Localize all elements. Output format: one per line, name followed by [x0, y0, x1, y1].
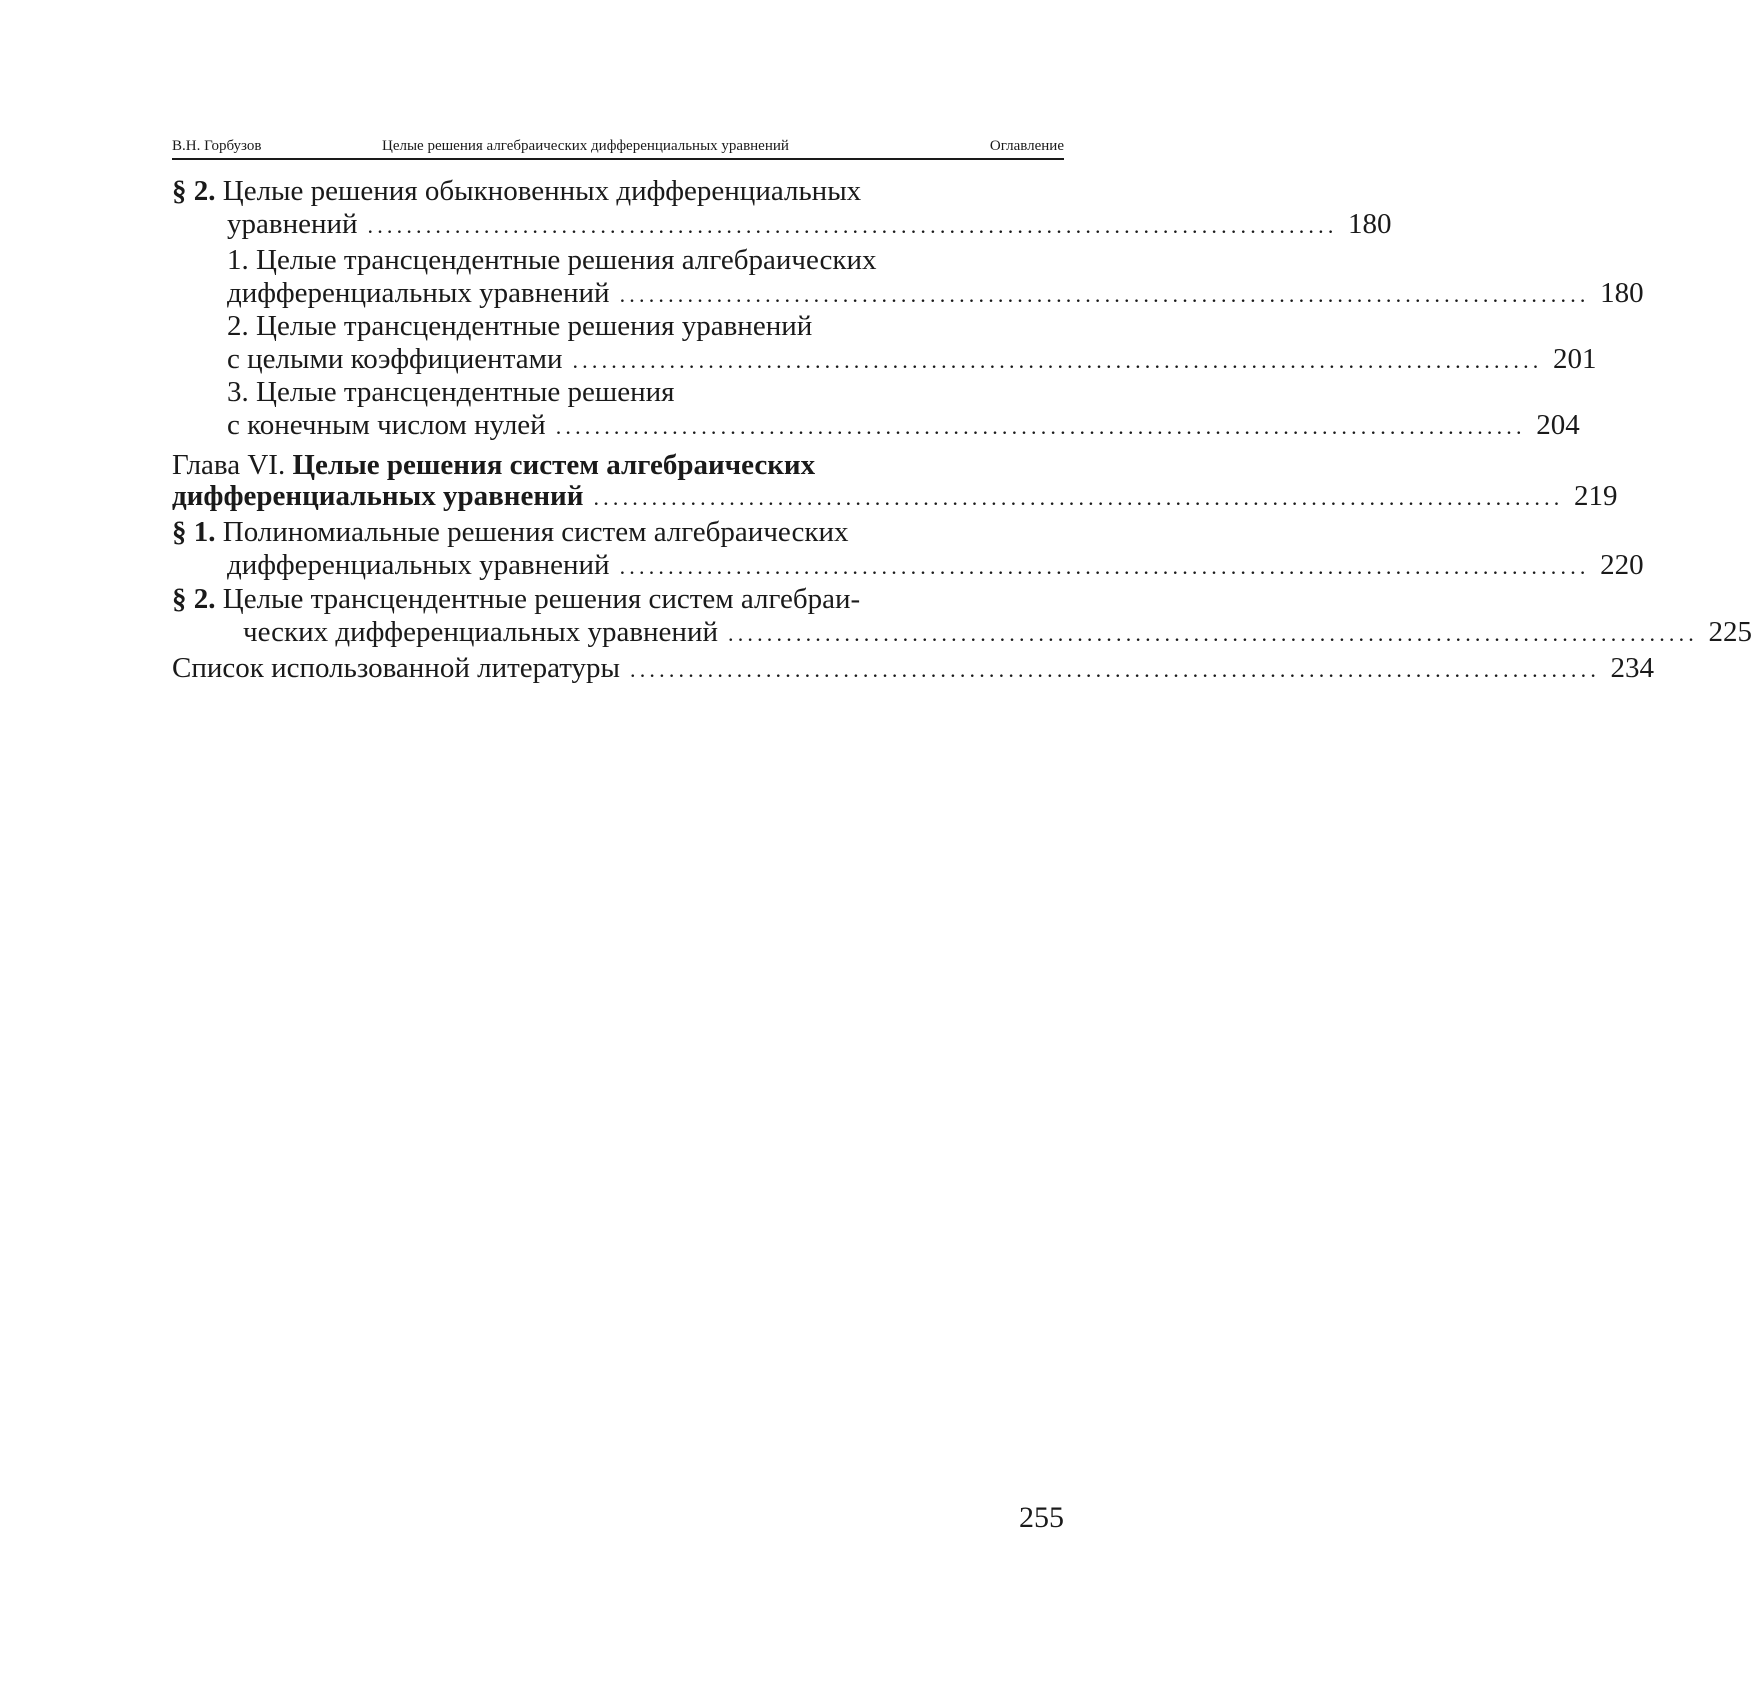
toc-entry-title-cont: дифференциальных уравнений	[227, 549, 610, 581]
toc-page-number: 234	[1610, 652, 1655, 684]
toc-entry-title-cont: уравнений	[227, 208, 358, 240]
dot-leader: ....................................................................................................	[630, 657, 1601, 682]
toc-entry-line	[172, 208, 1392, 241]
toc-entry-line	[172, 450, 1064, 481]
toc-entry-title: 3. Целые трансцендентные решения	[227, 376, 675, 408]
toc-entry-title: Список использованной литературы	[172, 652, 621, 684]
toc-entry-subsection-1[interactable]	[172, 244, 1644, 310]
dot-leader: ....................................................................................................	[367, 213, 1338, 238]
toc-entry-prefix: § 2.	[172, 175, 216, 207]
toc-entry-prefix: § 1.	[172, 516, 216, 548]
toc-entry-title-cont: ческих дифференциальных уравнений	[243, 616, 718, 648]
toc-entry-line	[227, 244, 1064, 277]
toc-page-number: 180	[1600, 277, 1644, 309]
running-header	[172, 134, 1064, 160]
toc-entry-line	[172, 652, 1655, 685]
toc-entry-chapter-6[interactable]	[172, 449, 1618, 512]
toc-entry-references[interactable]	[172, 652, 1655, 685]
toc-entry-prefix: Глава VI.	[172, 449, 286, 481]
toc-entry-title: Целые решения систем алгебраических	[285, 449, 816, 481]
toc-page-number: 204	[1536, 409, 1580, 441]
toc-entry-title: Полиномиальные решения систем алгебраических	[215, 516, 849, 548]
toc-page-number: 219	[1573, 480, 1618, 512]
dot-leader: ....................................................................................................	[593, 485, 1564, 510]
toc-entry-title-cont: дифференциальных уравнений	[227, 277, 610, 309]
toc-entry-line	[227, 409, 1580, 442]
toc-entry-prefix: § 2.	[172, 583, 216, 615]
toc-entry-title: Целые трансцендентные решения систем алгебраи-	[215, 583, 861, 615]
toc-page-number: 180	[1348, 208, 1392, 240]
toc-entry-title: 2. Целые трансцендентные решения уравнений	[227, 310, 813, 342]
toc-entry-line	[227, 310, 1064, 343]
toc-entry-line	[172, 516, 1064, 549]
toc-entry-line	[227, 343, 1597, 376]
toc-entry-line	[227, 277, 1644, 310]
toc-entry-subsection-3[interactable]	[172, 376, 1580, 442]
dot-leader: ....................................................................................................	[572, 348, 1543, 373]
header-section: Оглавление	[989, 138, 1064, 154]
header-author: В.Н. Горбузов	[172, 138, 262, 154]
toc-entry-title: 1. Целые трансцендентные решения алгебраических	[227, 244, 877, 276]
toc-entry-chapter-6-section-2[interactable]	[172, 583, 1752, 649]
toc-entry-line	[172, 583, 1064, 616]
toc-entry-title-cont: с целыми коэффициентами	[227, 343, 563, 375]
toc-entry-subsection-2[interactable]	[172, 310, 1597, 376]
toc-page-number: 220	[1600, 549, 1644, 581]
toc-entry-section-2[interactable]	[172, 175, 1392, 241]
dot-leader: ....................................................................................................	[728, 621, 1698, 646]
dot-leader: ....................................................................................................	[555, 414, 1526, 439]
toc-entry-line	[172, 616, 1752, 649]
toc-entry-chapter-6-section-1[interactable]	[172, 516, 1644, 582]
page-number: 255	[1019, 1501, 1064, 1534]
dot-leader: ....................................................................................................	[619, 554, 1590, 579]
header-title: Целые решения алгебраических дифференциальных уравнений	[382, 138, 789, 154]
toc-entry-line	[227, 376, 1064, 409]
table-of-contents	[172, 175, 1752, 685]
toc-entry-title: Целые решения обыкновенных дифференциальных	[215, 175, 862, 207]
toc-entry-title-cont: дифференциальных уравнений	[172, 480, 584, 512]
toc-page-number: 201	[1552, 343, 1597, 375]
toc-entry-line	[172, 480, 1618, 512]
toc-entry-title-cont: с конечным числом нулей	[227, 409, 546, 441]
toc-page-number: 225	[1708, 616, 1752, 648]
toc-entry-line	[172, 549, 1644, 582]
dot-leader: ....................................................................................................	[619, 282, 1590, 307]
toc-entry-line	[172, 175, 1064, 208]
